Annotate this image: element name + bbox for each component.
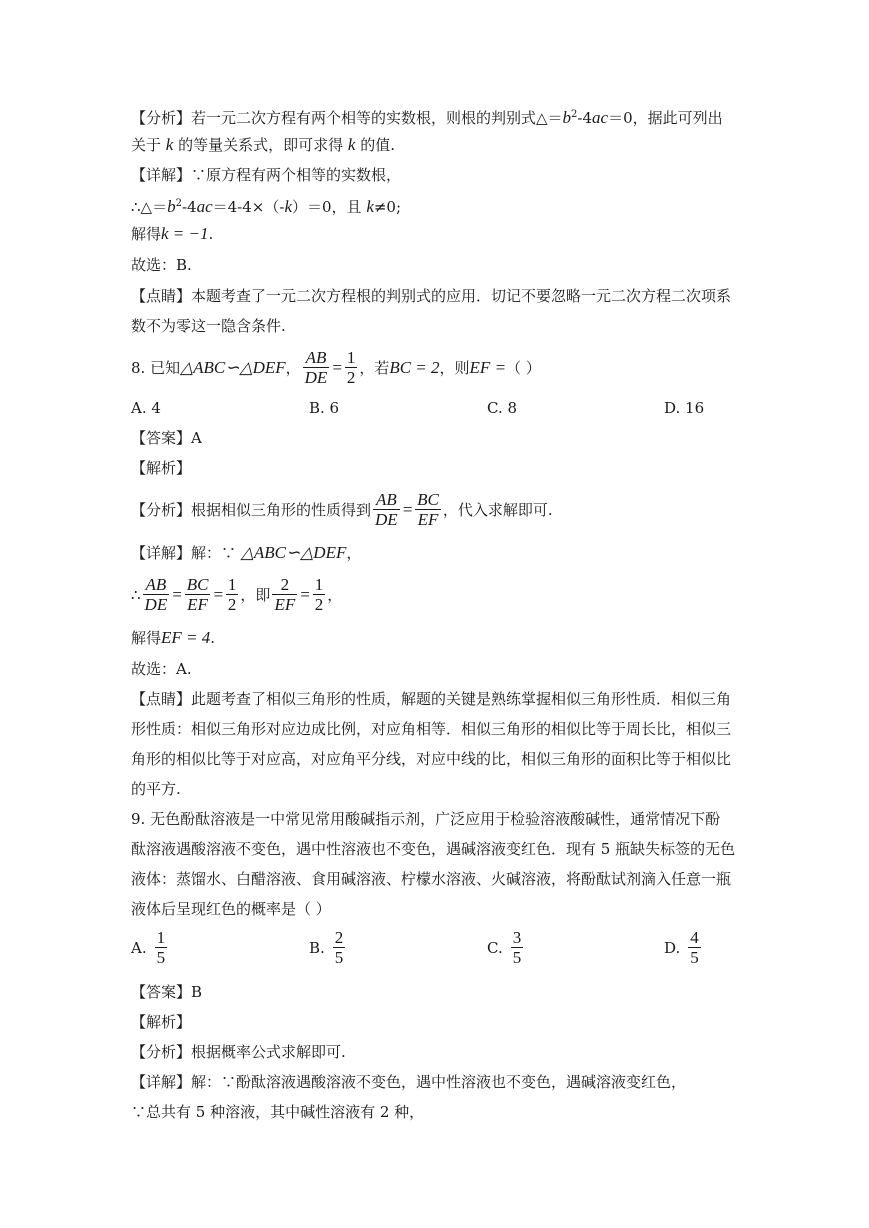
q8-therefore-line: ∴ $\frac{AB}{DE}$ = $\frac{BC}{EF}$ = $\frac{1}{2}$ ，即 $\frac{2}{EF}$ = $\frac{1}{2}$ ， [131, 575, 343, 614]
q7-solve-line: 解得k = −1. [131, 224, 214, 243]
q8-comment-line2: 形性质：相似三角形对应边成比例，对应角相等．相似三角形的相似比等于周长比，相似三 [131, 720, 732, 738]
q8-jiexi-heading: 【解析】 [131, 459, 192, 477]
q7-comment-line2: 数不为零这一隐含条件. [131, 317, 286, 335]
q7-detail-line2: $\therefore\triangle=b^2-4ac=4-4\times(-k)=0$，且 k≠0; [131, 197, 402, 216]
q8-th-frac4: $\frac{2}{EF}$ [274, 575, 296, 614]
q8-comment-line4: 的平方. [131, 780, 181, 798]
q8-solve-line: 解得EF = 4. [131, 628, 216, 647]
q9-option-b: B. 2 5 [309, 928, 344, 967]
q8-th-frac3: $\frac{1}{2}$ [227, 575, 237, 614]
q8-analysis-frac1: $\frac{AB}{DE}$ [375, 490, 398, 529]
q9-detail-line1: 【详解】解：∵酚酞溶液遇酸溶液不变色，遇中性溶液也不变色，遇碱溶液变红色， [131, 1073, 687, 1091]
q8-fraction-ab-de: $\frac{AB}{DE}$ [304, 348, 328, 387]
q9-stem-line3: 液体：蒸馏水、白醋溶液、食用碱溶液、柠檬水溶液、火碱溶液，将酚酞试剂滴入任意一瓶 [131, 870, 732, 888]
q9-option-a: A. 1 5 [131, 928, 166, 967]
q9-answer: 【答案】B [131, 983, 203, 1001]
q9-analysis: 【分析】根据概率公式求解即可. [131, 1043, 346, 1061]
q8-answer: 【答案】A [131, 429, 202, 447]
q8-detail-line1: 【详解】解：∵ △ABC∽△DEF， [131, 543, 362, 562]
q7-detail-line1: 【详解】∵原方程有两个相等的实数根， [131, 166, 402, 184]
q8-option-a: A. 4 [131, 399, 161, 417]
q8-option-d: D. 16 [664, 399, 705, 417]
q9-stem-line1: 9. 无色酚酞溶液是一中常见常用酸碱指示剂，广泛应用于检验溶液酸碱性，通常情况下酚 [131, 810, 721, 828]
q7-analysis-line2: 关于 k 的等量关系式，即可求得 k 的值. [131, 135, 396, 154]
q8-th-frac1: $\frac{AB}{DE}$ [144, 575, 168, 614]
q9-detail-line2: ∵总共有 5 种溶液，其中碱性溶液有 2 种， [131, 1103, 425, 1121]
q8-th-frac2: $\frac{BC}{EF}$ [186, 575, 209, 614]
q8-th-frac5: $\frac{1}{2}$ [314, 575, 324, 614]
q8-option-b: B. 6 [309, 399, 340, 417]
q8-analysis: 【分析】根据相似三角形的性质得到 $\frac{AB}{DE}$ = $\frac{BC}{EF}$ ，代入求解即可. [131, 490, 553, 529]
q8-analysis-frac2: $\frac{BC}{EF}$ [417, 490, 439, 529]
q9-stem-line2: 酞溶液遇酸溶液不变色，遇中性溶液也不变色，遇碱溶液变红色．现有 5 瓶缺失标签的无色 [131, 840, 736, 858]
q8-fraction-half: $\frac{1}{2}$ [346, 348, 356, 387]
q9-stem-line4: 液体后呈现红色的概率是（ ） [131, 900, 331, 918]
q8-choice-line: 故选：A. [131, 660, 192, 678]
q9-jiexi-heading: 【解析】 [131, 1013, 192, 1031]
q7-comment-line1: 【点睛】本题考查了一元二次方程根的判别式的应用．切记不要忽略一元二次方程二次项系 [131, 287, 732, 305]
q9-option-d: D. 4 5 [664, 928, 699, 967]
q8-option-c: C. 8 [487, 399, 518, 417]
q7-choice-line: 故选：B. [131, 256, 192, 274]
q8-comment-line1: 【点睛】此题考查了相似三角形的性质，解题的关键是熟练掌握相似三角形性质．相似三角 [131, 690, 732, 708]
q9-option-c: C. 3 5 [487, 928, 522, 967]
q7-analysis-line1: 【分析】若一元二次方程有两个相等的实数根，则根的判别式$\triangle=b^2-4ac=0$，据此可列出 [131, 108, 723, 127]
q8-comment-line3: 角形的相似比等于对应高，对应角平分线，对应中线的比，相似三角形的面积比等于相似比 [131, 750, 732, 768]
q8-stem: 8. 已知 △ABC∽△DEF ， $\frac{AB}{DE}$ = $\frac{1}{2}$ ，若 BC = 2 ，则 EF = （ ） [131, 348, 541, 387]
